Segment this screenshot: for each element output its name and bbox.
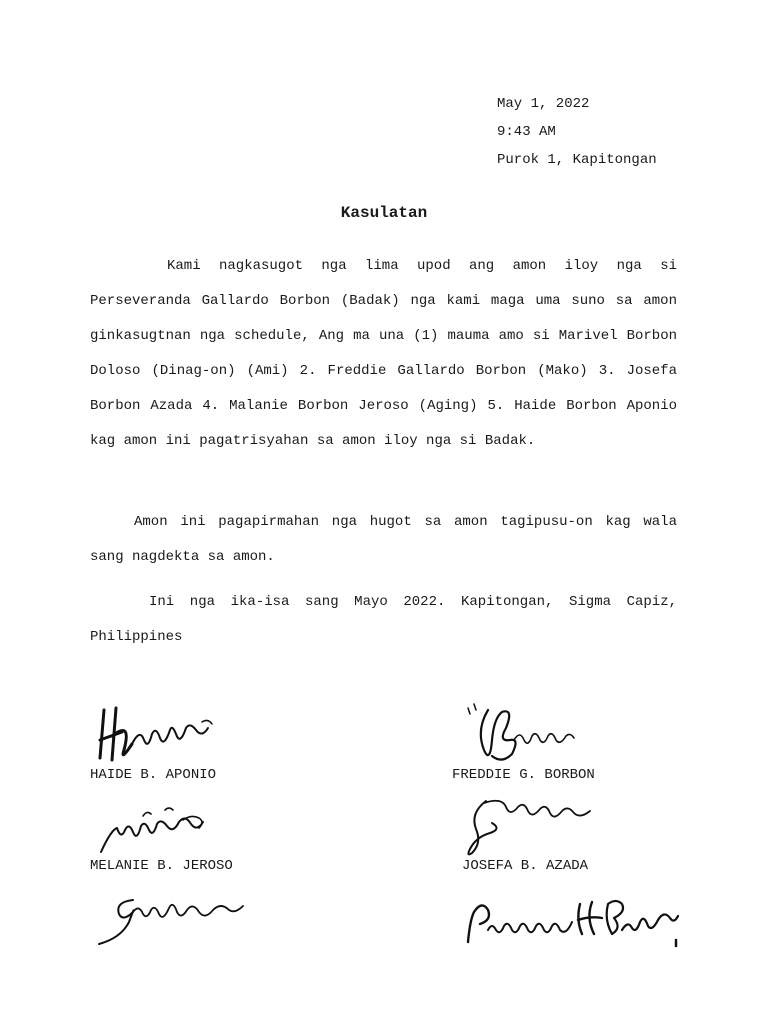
paragraph-signing: Amon ini pagapirmahan nga hugot sa amon tagipusu-on kag wala sang nagdekta sa amon.: [90, 514, 677, 565]
signatory-name-melanie: MELANIE B. JEROSO: [90, 858, 233, 874]
signatory-name-josefa: JOSEFA B. AZADA: [462, 858, 589, 874]
signature-melanie-jeroso: [95, 800, 210, 860]
paragraph-agreement: Kami nagkasugot nga lima upod ang amon iloy nga si Perseveranda Gallardo Borbon (Badak) nga kami maga uma suno sa amon ginkasugtnan nga schedule, Ang ma una (1) mauma amo si Marivel Borbon Doloso (Dinag-on) (Ami) 2. Freddie Gallardo Borbon (Mako) 3. Josefa Borbon Azada 4. Malanie Borbon Jeroso (Aging) 5. Haide Borbon Aponio kag amon ini pagatrisyahan sa amon iloy nga si Badak.: [90, 258, 677, 449]
margin-mark: [672, 938, 680, 948]
document-place: Purok 1, Kapitongan: [497, 152, 657, 168]
document-title: Kasulatan: [340, 204, 428, 222]
signatory-name-haide: HAIDE B. APONIO: [90, 767, 217, 783]
signature-haide-aponio: [92, 700, 217, 770]
paragraph-date-place: Ini nga ika-isa sang Mayo 2022. Kapitongan, Sigma Capiz, Philippines: [90, 594, 677, 645]
signatory-name-freddie: FREDDIE G. BORBON: [452, 767, 595, 783]
signature-perseveranda-borbon: [462, 890, 682, 950]
document-time: 9:43 AM: [497, 124, 556, 140]
header-block: [497, 90, 657, 174]
signature-josefa-azada: [462, 793, 597, 858]
signature-freddie-borbon: [462, 700, 582, 770]
signature-gallardo: [93, 892, 253, 950]
document-date: May 1, 2022: [497, 96, 590, 112]
